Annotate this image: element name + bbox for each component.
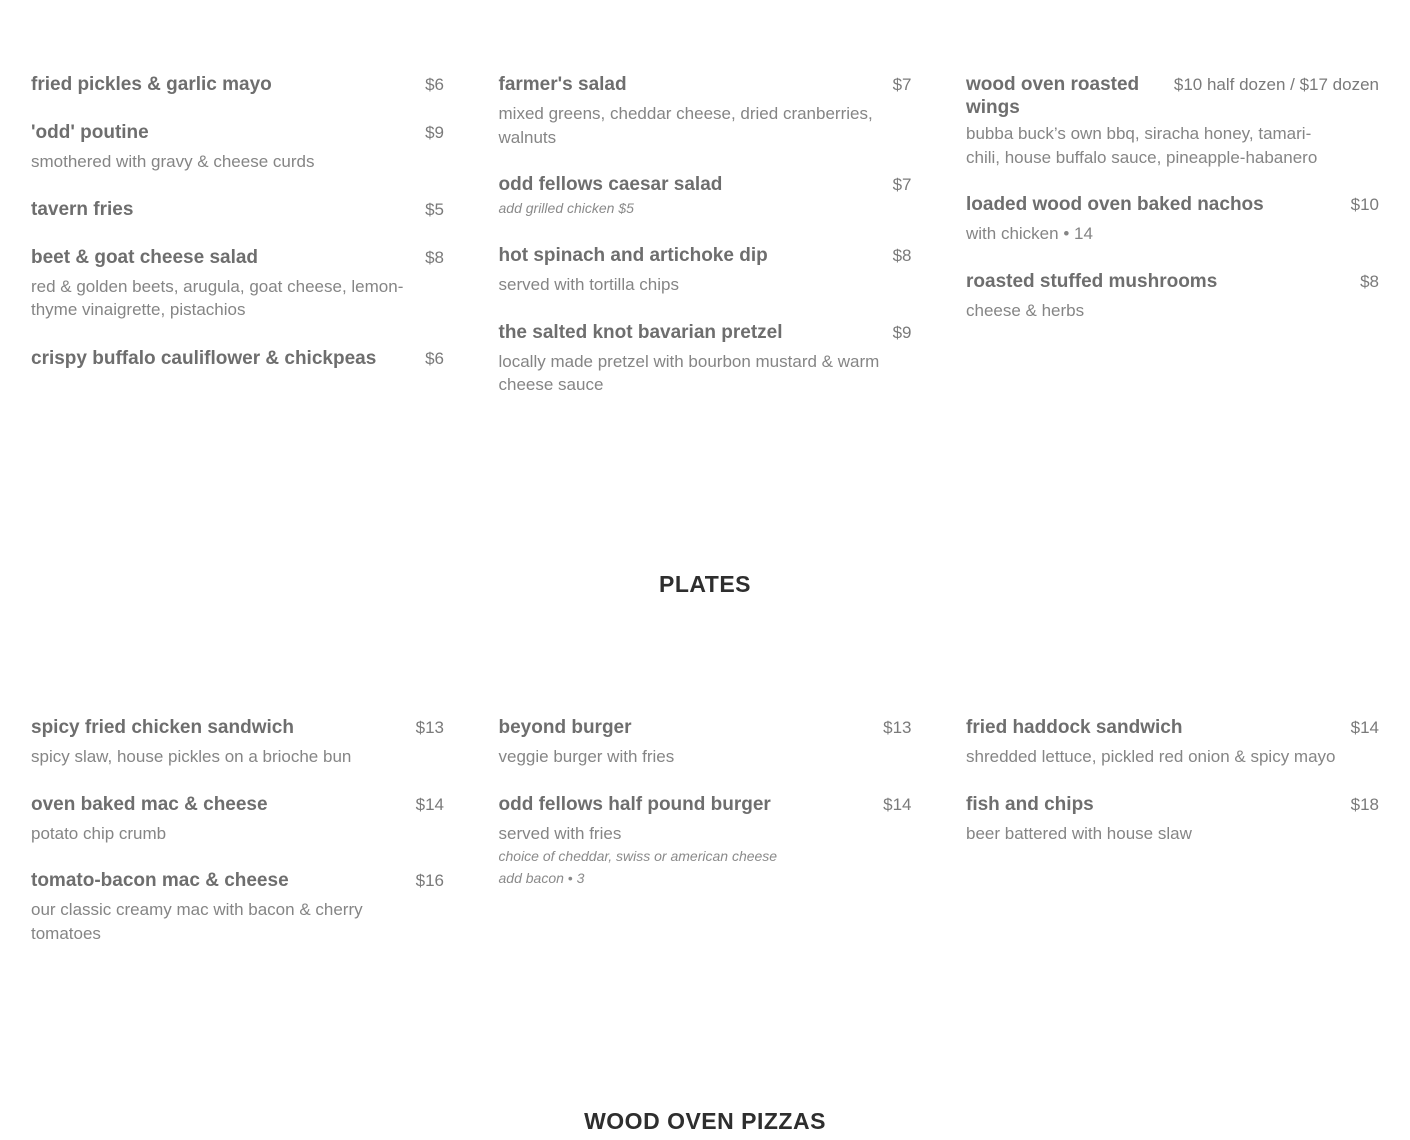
item-description: locally made pretzel with bourbon mustard & warm cheese sauce xyxy=(498,351,880,394)
menu-item xyxy=(966,193,1379,246)
item-price: $6 xyxy=(425,348,444,368)
item-description: with chicken • 14 xyxy=(966,224,1093,243)
menu-item xyxy=(499,173,912,219)
item-note: add bacon • 3 xyxy=(498,870,585,886)
item-price: $8 xyxy=(1360,271,1379,291)
item-name: loaded wood oven baked nachos xyxy=(966,194,1264,215)
menu-item xyxy=(31,198,444,221)
item-description: smothered with gravy & cheese curds xyxy=(31,152,315,171)
menu-item xyxy=(31,73,444,96)
plates-menu xyxy=(31,716,1379,970)
item-price: $10 half dozen / $17 dozen xyxy=(1173,75,1379,94)
item-description: served with tortilla chips xyxy=(498,275,679,294)
item-description: cheese & herbs xyxy=(966,300,1085,320)
item-price: $7 xyxy=(892,175,912,194)
menu-item xyxy=(499,793,912,890)
menu-item xyxy=(966,793,1379,846)
item-description: bubba buck’s own bbq, siracha honey, tamari-chili, house buffalo sauce, pineapple-habanero xyxy=(966,124,1318,167)
item-name: tavern fries xyxy=(31,198,134,220)
item-price: $8 xyxy=(892,246,912,265)
item-price: $16 xyxy=(415,871,444,890)
plates-column-3 xyxy=(966,716,1379,970)
menu-item xyxy=(499,244,912,297)
item-note: choice of cheddar, swiss or american cheese xyxy=(498,848,778,864)
item-description: mixed greens, cheddar cheese, dried cranberries, walnuts xyxy=(498,104,873,147)
menu-item xyxy=(499,73,912,149)
item-price: $9 xyxy=(425,123,444,142)
menu-item xyxy=(31,347,444,370)
menu-item xyxy=(966,73,1379,169)
menu-item xyxy=(31,121,444,174)
item-description: shredded lettuce, pickled red onion & spicy mayo xyxy=(966,747,1336,766)
item-name: farmer's salad xyxy=(498,74,627,95)
item-name: beyond burger xyxy=(498,717,632,738)
item-name: oven baked mac & cheese xyxy=(31,793,268,815)
item-price: $14 xyxy=(415,794,444,814)
starters-column-3 xyxy=(966,73,1379,422)
item-price: $7 xyxy=(892,75,912,94)
item-price: $8 xyxy=(425,247,444,267)
menu-item xyxy=(499,716,912,769)
item-description: red & golden beets, arugula, goat cheese, lemon-thyme vinaigrette, pistachios xyxy=(31,276,404,319)
plates-column-2 xyxy=(499,716,912,970)
item-price: $9 xyxy=(892,322,912,342)
pizzas-heading: WOOD OVEN PIZZAS xyxy=(584,1108,826,1134)
item-name: beet & goat cheese salad xyxy=(31,246,259,268)
item-description: spicy slaw, house pickles on a brioche bun xyxy=(31,747,352,766)
menu-item xyxy=(31,869,444,945)
starters-column-1 xyxy=(31,73,444,422)
item-name: odd fellows caesar salad xyxy=(498,174,723,195)
menu-item xyxy=(499,321,912,397)
item-name: 'odd' poutine xyxy=(31,122,149,143)
menu-item xyxy=(966,270,1379,323)
item-note: add grilled chicken $5 xyxy=(498,200,634,216)
item-description: potato chip crumb xyxy=(31,823,167,843)
item-description: our classic creamy mac with bacon & cherry tomatoes xyxy=(31,900,363,943)
starters-column-2 xyxy=(499,73,912,422)
menu-item xyxy=(31,716,444,769)
item-name: tomato-bacon mac & cheese xyxy=(31,870,289,891)
item-price: $18 xyxy=(1350,794,1379,814)
item-description: served with fries xyxy=(498,823,622,843)
item-name: the salted knot bavarian pretzel xyxy=(498,321,783,343)
item-description: beer battered with house slaw xyxy=(966,823,1192,843)
item-price: $14 xyxy=(883,794,912,814)
menu-item xyxy=(31,793,444,846)
item-name: odd fellows half pound burger xyxy=(498,793,771,815)
item-name: hot spinach and artichoke dip xyxy=(498,245,768,266)
item-name: fish and chips xyxy=(966,793,1094,815)
item-name: spicy fried chicken sandwich xyxy=(31,717,294,738)
item-price: $13 xyxy=(415,718,444,737)
item-price: $14 xyxy=(1350,718,1379,737)
menu-item xyxy=(966,716,1379,769)
item-name: fried pickles & garlic mayo xyxy=(31,74,272,95)
item-name: roasted stuffed mushrooms xyxy=(966,270,1218,292)
item-price: $6 xyxy=(425,75,444,94)
item-name: wood oven roasted wings xyxy=(966,74,1140,118)
item-price: $13 xyxy=(883,718,912,737)
plates-column-1 xyxy=(31,716,444,970)
item-description: veggie burger with fries xyxy=(498,747,675,766)
item-price: $5 xyxy=(425,199,444,219)
starters-menu xyxy=(31,73,1379,422)
item-price: $10 xyxy=(1350,195,1379,214)
plates-heading: PLATES xyxy=(658,571,752,597)
item-name: crispy buffalo cauliflower & chickpeas xyxy=(31,347,377,369)
menu-item xyxy=(31,246,444,322)
item-name: fried haddock sandwich xyxy=(966,717,1183,738)
